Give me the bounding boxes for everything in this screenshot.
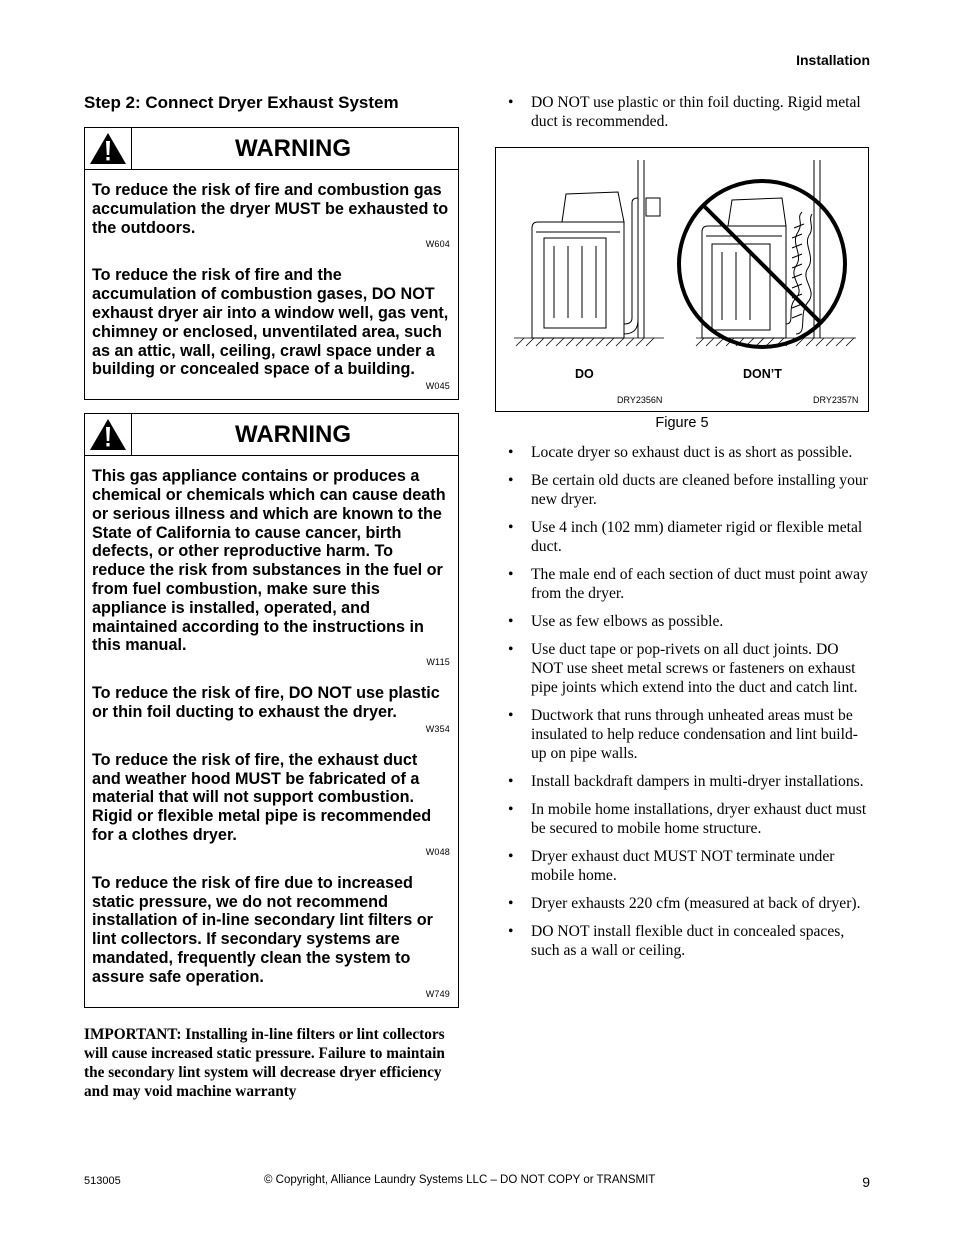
list-item [507, 895, 872, 914]
page-number: 9 [862, 1174, 870, 1190]
bullet-icon: • [508, 444, 514, 461]
warning-code: W045 [425, 381, 450, 392]
list-item-text: DO NOT install flexible duct in concealed spaces, such as a wall or ceiling. [531, 923, 845, 960]
warning-header [85, 128, 458, 170]
warning-text: This gas appliance contains or produces a chemical or chemicals which can cause death or serious illness and which are known to the State of California to cause cancer, birth defects, or other reproductive harm. To reduce the risk from substances in the fuel or from fuel combustion, make sure this appliance is installed, operated, and maintained according to the instructions in this manual. [92, 467, 446, 655]
list-item [507, 923, 872, 961]
warning-code: W604 [425, 239, 450, 250]
warning-body [85, 456, 458, 1006]
list-item-text: Use duct tape or pop-rivets on all duct joints. DO NOT use sheet metal screws or fasteners on exhaust pipe joints which extend into the duct and catch lint. [531, 641, 858, 696]
bullet-icon: • [508, 566, 514, 584]
list-item-text: In mobile home installations, dryer exhaust duct must be secured to mobile home structure. [531, 801, 867, 837]
left-column [84, 93, 459, 1101]
figure-caption: Figure 5 [655, 415, 709, 431]
list-item [507, 848, 872, 886]
rigid-duct [624, 160, 660, 338]
warning-body [85, 170, 458, 399]
warning-text: To reduce the risk of fire, the exhaust duct and weather hood MUST be fabricated of a material that will not support combustion. Rigid or flexible metal pipe is recommended for a clothes dryer. [92, 750, 432, 844]
step-title: Step 2: Connect Dryer Exhaust System [84, 93, 399, 112]
warning-text: To reduce the risk of fire and combustion gas accumulation the dryer MUST be exhausted to the outdoors. [92, 181, 449, 237]
bullet-icon: • [508, 94, 514, 111]
warning-triangle-icon [85, 128, 132, 169]
list-item-text: Be certain old ducts are cleaned before installing your new dryer. [531, 472, 868, 508]
figure-label-dont: DON’T [743, 367, 782, 381]
list-item-text: DO NOT use plastic or thin foil ducting. Rigid metal duct is recommended. [531, 94, 861, 130]
warning-box-1 [84, 127, 459, 400]
bullet-icon: • [508, 772, 514, 790]
list-item [507, 566, 872, 604]
dryer-do [532, 192, 624, 338]
important-note: IMPORTANT: Installing in-line filters or lint collectors will cause increased static pressure. Failure to maintain the secondary lint system will decrease dryer efficiency and may void machine warranty [84, 1025, 445, 1100]
warning-header [85, 414, 458, 456]
list-item-text: The male end of each section of duct must point away from the dryer. [531, 566, 868, 602]
bullet-icon: • [508, 895, 514, 913]
warning-text: To reduce the risk of fire due to increased static pressure, we do not recommend installation of in-line secondary lint filters or lint collectors. If secondary systems are mandated, frequently clean the system to assure safe operation. [92, 873, 433, 986]
bullet-icon: • [508, 923, 514, 941]
list-item [507, 773, 872, 792]
duct-illustration [496, 148, 868, 411]
list-item-text: Install backdraft dampers in multi-dryer installations. [531, 772, 864, 790]
list-item [507, 641, 872, 697]
bullet-icon: • [508, 641, 514, 659]
warning-triangle-icon [85, 414, 132, 455]
list-item [507, 707, 872, 763]
list-item-text: Dryer exhausts 220 cfm (measured at back of dryer). [531, 895, 861, 913]
list-item-text: Ductwork that runs through unheated areas must be insulated to help reduce condensation and lint build-up on pipe walls. [531, 707, 858, 762]
warning-code: W048 [425, 846, 450, 857]
list-item [507, 472, 872, 510]
list-item [507, 519, 872, 557]
bullet-icon: • [508, 707, 514, 725]
bullet-icon: • [508, 848, 514, 866]
list-item-text: Use 4 inch (102 mm) diameter rigid or flexible metal duct. [531, 519, 863, 555]
bullet-icon: • [508, 472, 514, 490]
list-item [507, 613, 872, 632]
warning-title: WARNING [235, 135, 351, 162]
right-column-top [507, 94, 872, 132]
section-header: Installation [796, 52, 870, 68]
list-item [507, 94, 872, 132]
bullet-icon: • [508, 613, 514, 631]
warning-code: W749 [425, 988, 450, 999]
warning-box-2 [84, 413, 459, 1007]
warning-text: To reduce the risk of fire and the accumulation of combustion gases, DO NOT exhaust dryer air into a window well, gas vent, chimney or enclosed, unventilated area, such as an attic, wall, ceiling, crawl space under a building or concealed space of a building. [92, 266, 449, 379]
warning-title: WARNING [235, 421, 351, 449]
list-item-text: Locate dryer so exhaust duct is as short as possible. [531, 444, 853, 461]
figure-5 [495, 147, 869, 412]
list-item-text: Use as few elbows as possible. [531, 613, 724, 631]
warning-code: W354 [425, 723, 450, 734]
list-item-text: Dryer exhaust duct MUST NOT terminate under mobile home. [531, 848, 835, 884]
figure-label-do: DO [575, 367, 594, 381]
list-item [507, 444, 872, 463]
bullet-list [507, 444, 872, 970]
copyright: © Copyright, Alliance Laundry Systems LLC – DO NOT COPY or TRANSMIT [264, 1174, 656, 1186]
floor-hatch-do [514, 338, 664, 346]
figure-code-do: DRY2356N [617, 395, 663, 405]
warning-text: To reduce the risk of fire, DO NOT use plastic or thin foil ducting to exhaust the dryer. [92, 684, 440, 721]
list-item [507, 801, 872, 839]
bullet-icon: • [508, 801, 514, 819]
figure-code-dont: DRY2357N [813, 395, 859, 405]
warning-code: W115 [426, 657, 450, 668]
doc-number: 513005 [84, 1175, 121, 1187]
bullet-icon: • [508, 519, 514, 537]
